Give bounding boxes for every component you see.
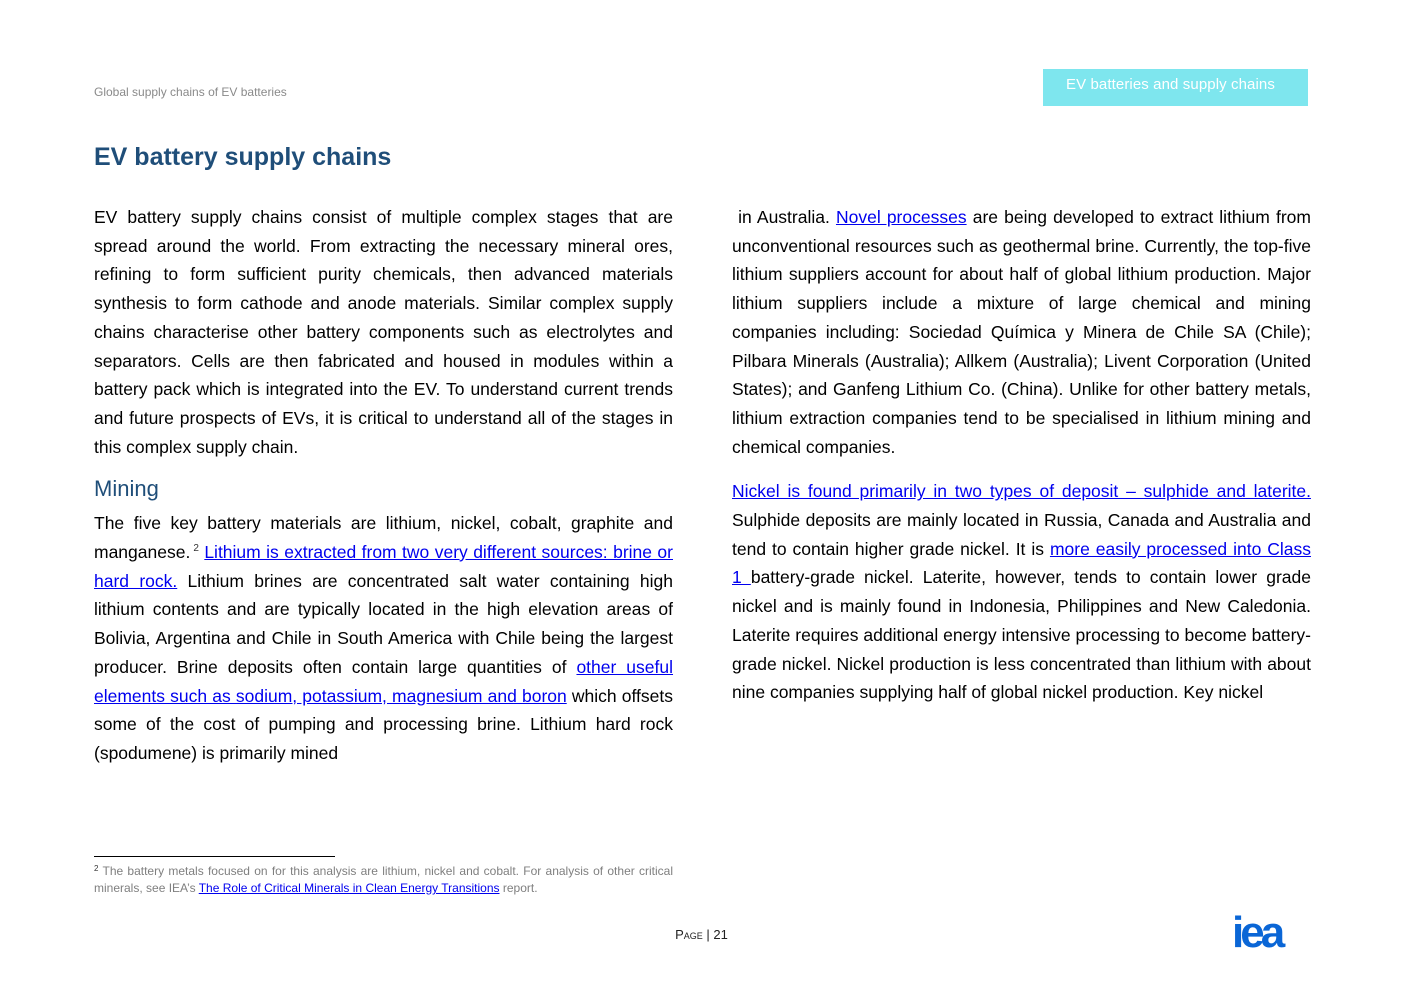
section-tab: EV batteries and supply chains [1043,69,1308,106]
iea-logo-text: iea [1232,914,1282,950]
mining-paragraph [94,509,673,767]
nickel-deposits-link[interactable]: Nickel is found primarily in two types of deposit – sulphide and laterite. [732,481,1311,502]
lithium-text-1: in Australia. [738,207,836,227]
lithium-text-2: are being developed to extract lithium from unconventional resources such as geothermal brine. Currently, the top-five lithium suppliers account for about half of global lithium production. Major lithium suppliers include a mixture of large chemical and mining companies including: Sociedad Química y Minera de Chile SA (Chile); Pilbara Minerals (Australia); Allkem (Australia); Livent Corporation (United States); and Ganfeng Lithium Co. (China). Unlike for other battery metals, lithium extraction companies tend to be specialised in lithium mining and chemical companies. [732,207,1311,457]
footnote-reference[interactable]: 2 [193,543,199,555]
page-title: EV battery supply chains [94,143,392,171]
page-separator: | [702,927,714,942]
lithium-sources-link[interactable]: Lithium is extracted from two very different sources: brine or hard rock. [94,542,673,591]
mining-text-1: The five key battery materials are lithium, nickel, cobalt, graphite and manganese. [94,513,673,563]
page-number-value: 21 [713,927,728,942]
novel-processes-link[interactable]: Novel processes [835,207,967,227]
nickel-paragraph [732,477,1311,707]
footnote-divider [94,856,335,857]
running-header: Global supply chains of EV batteries [94,85,287,99]
nickel-text-1: Sulphide deposits are mainly located in Russia, Canada and Australia and tend to contain higher grade nickel. It is [732,510,1311,559]
class1-processing-link[interactable]: more easily processed into Class 1 [732,538,1311,588]
left-column [94,203,673,768]
footnote-text-1: The battery metals focused on for this analysis are lithium, nickel and cobalt. For analysis of other critical minerals, see IEA’s [94,864,673,895]
right-column [732,203,1311,707]
critical-minerals-report-link[interactable]: The Role of Critical Minerals in Clean Energy Transitions [198,881,500,895]
intro-paragraph: EV battery supply chains consist of multiple complex stages that are spread around the world. From extracting the necessary mineral ores, refining to form sufficient purity chemicals, then advanced materials synthesis to form cathode and anode materials. Similar complex supply chains characterise other battery components such as electrolytes and separators. Cells are then fabricated and housed in modules within a battery pack which is integrated into the EV. To understand current trends and future prospects of EVs, it is critical to understand all of the stages in this complex supply chain. [94,207,673,457]
page-label: Page [675,927,703,942]
nickel-text-2: battery-grade nickel. Laterite, however, tends to contain lower grade nickel and is mainly found in Indonesia, Philippines and New Caledonia. Laterite requires additional energy intensive processing to become battery-grade nickel. Nickel production is less concentrated than lithium with about nine companies supplying half of global nickel production. Key nickel [732,567,1311,703]
footnote [94,863,673,897]
footnote-text-2: report. [499,881,538,895]
mining-text-2: Lithium brines are concentrated salt water containing high lithium contents and are typically located in the high elevation areas of Bolivia, Argentina and Chile in South America with Chile being the largest producer. Brine deposits often contain large quantities of [94,570,674,677]
footnote-number: 2 [94,864,99,873]
page-number [0,927,1403,942]
mining-heading: Mining [94,476,159,502]
mining-text-3: which offsets some of the cost of pumping and processing brine. Lithium hard rock (spodumene) is primarily mined [94,685,673,763]
useful-elements-link[interactable]: other useful elements such as sodium, potassium, magnesium and boron [94,656,673,706]
iea-logo [1232,914,1310,950]
lithium-suppliers-paragraph [732,203,1311,461]
